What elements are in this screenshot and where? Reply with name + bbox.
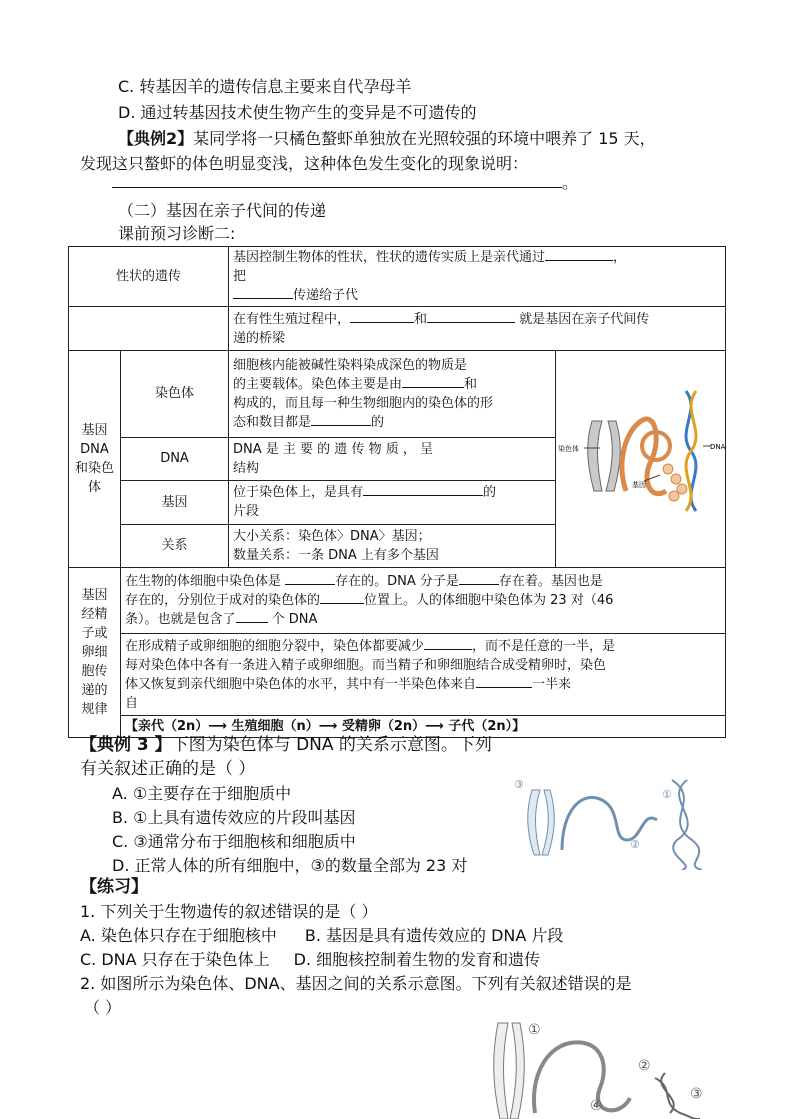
chromosome-text4b: 的 <box>371 414 385 430</box>
chromosome-label: 染色体 <box>121 351 229 438</box>
trait-empty <box>69 307 229 351</box>
g3-r1c: 存在着。基因也是 <box>498 574 603 589</box>
blank[interactable] <box>350 310 414 323</box>
group2-label-text: 基因 DNA 和染色体 <box>74 423 114 495</box>
example3-option-a[interactable]: A. ①主要存在于细胞质中 <box>112 784 292 803</box>
ex3-label-3: ③ <box>514 778 524 791</box>
example2-answer-line <box>112 172 578 194</box>
relation-text2: 数量关系：一条 DNA 上有多个基因 <box>233 547 439 563</box>
example3-q1: 下图为染色体与 DNA 的关系示意图。下列 <box>171 735 492 755</box>
trait-label: 性状的遗传 <box>69 247 229 307</box>
trait-r1b: ， <box>613 250 627 265</box>
example3-tag: 【典例 3 】 <box>80 735 172 755</box>
chromosome-shape <box>588 421 621 491</box>
trait-r2d: 递的桥梁 <box>233 330 286 346</box>
answer-end: 。 <box>562 173 579 192</box>
g3-r2a: 在形成精子或卵细胞的细胞分裂中，染色体都要减少 <box>125 638 425 654</box>
chromosome-figure-cell <box>556 351 726 568</box>
practice-chromosome <box>494 1023 525 1119</box>
option-c-line: C. 转基因羊的遗传信息主要来自代孕母羊 <box>118 77 412 96</box>
example3-option-c[interactable]: C. ③通常分布于细胞核和细胞质中 <box>112 832 356 851</box>
example3-option-b[interactable]: B. ①上具有遗传效应的片段叫基因 <box>112 808 356 827</box>
knowledge-table <box>68 246 726 738</box>
gene-text2: 片段 <box>233 504 260 520</box>
relation-text <box>229 524 556 567</box>
g3-r1e: 位置上。人的体细胞中染色体为 23 对（46 <box>364 593 614 608</box>
blank[interactable] <box>311 413 371 426</box>
g3-r2c: 每对染色体中各有一条进入精子或卵细胞。而当精子和卵细胞结合成受精卵时，染色 <box>125 657 607 673</box>
chromosome-text4: 态和数目都是 <box>233 414 312 430</box>
group3-row3: 【亲代（2n）⟶ 生殖细胞（n）⟶ 受精卵（2n）⟶ 子代（2n）】 <box>121 716 726 738</box>
example3-option-d[interactable]: D. 正常人体的所有细胞中，③的数量全部为 23 对 <box>112 856 468 875</box>
practice-q1-cd <box>80 949 540 971</box>
chromosome-text2b: 和 <box>464 376 478 392</box>
practice-tag: 【练习】 <box>80 877 148 897</box>
group3-label <box>69 568 121 738</box>
chromosome-text <box>229 351 556 438</box>
group2-label <box>69 351 121 568</box>
dna-text1: DNA 是 主 要 的 遗 传 物 质 ， 呈 <box>233 441 433 457</box>
preview-title: 课前预习诊断二: <box>118 224 236 243</box>
g3-r2b: ，而不是任意的一半，是 <box>472 638 616 654</box>
trait-r1c: 把 <box>233 269 247 284</box>
bead-shape <box>663 464 687 501</box>
dna-helix <box>686 391 696 511</box>
blank[interactable] <box>363 483 483 496</box>
example2-tag: 【典例2】 <box>118 129 194 148</box>
figure-label-chromosome: 染色体 <box>558 445 580 453</box>
ex3-label-2: ② <box>630 838 640 851</box>
chromosome-dna-figure <box>556 351 726 561</box>
relation-text1: 大小关系：染色体〉DNA〉基因； <box>233 528 431 544</box>
practice-label-1: ① <box>528 1022 541 1038</box>
practice-q1-c[interactable]: C. DNA 只存在于染色体上 <box>80 950 270 969</box>
example3-coil <box>562 797 657 850</box>
example3-q2: 有关叙述正确的是（ ） <box>80 759 256 779</box>
blank[interactable] <box>402 375 464 388</box>
g3-r1a: 在生物的体细胞中染色体是 <box>125 574 282 589</box>
g3-r2f: 自 <box>125 695 139 711</box>
blank[interactable] <box>236 610 268 623</box>
gene-label: 基因 <box>121 481 229 524</box>
group3-row1 <box>121 568 726 634</box>
example2-line <box>118 128 656 150</box>
g3-r1b: 存在的。DNA 分子是 <box>335 574 459 589</box>
example3-line1 <box>80 734 492 756</box>
blank[interactable] <box>545 248 613 261</box>
g3-r1f: 条）。也就是包含了 <box>125 612 236 627</box>
practice-q1: 1. 下列关于生物遗传的叙述错误的是（ ） <box>80 902 378 921</box>
blank[interactable] <box>320 591 364 604</box>
g3-r1g: 个 DNA <box>271 612 318 627</box>
example3-helix <box>672 780 702 870</box>
practice-label-4: ④ <box>590 1098 603 1114</box>
group3-label-text: 基因经精子或卵细胞传递的规律 <box>81 588 108 717</box>
trait-row1 <box>229 247 726 307</box>
blank[interactable] <box>459 572 499 585</box>
option-d-line: D. 通过转基因技术使生物产生的变异是不可遗传的 <box>118 103 477 122</box>
trait-r1d: 传递给子代 <box>293 288 359 303</box>
chromosome-text3: 构成的，而且每一种生物细胞内的染色体的形 <box>233 395 494 411</box>
practice-q1-b[interactable]: B. 基因是具有遗传效应的 DNA 片段 <box>304 926 564 945</box>
gene-text1: 位于染色体上，是具有 <box>233 485 364 501</box>
practice-label-3: ③ <box>690 1086 703 1102</box>
example2-text: 某同学将一只橘色螯虾单独放在光照较强的环境中喂养了 15 天， <box>193 129 656 148</box>
example3-figure <box>512 770 732 870</box>
gene-text <box>229 481 556 524</box>
practice-q1-d[interactable]: D. 细胞核控制着生物的发育和遗传 <box>293 950 541 969</box>
g3-r2d: 体又恢复到亲代细胞中染色体的水平，其中有一半染色体来自 <box>125 676 477 692</box>
blank[interactable] <box>233 286 293 299</box>
dna-text <box>229 437 556 480</box>
practice-q1-ab <box>80 925 563 947</box>
trait-row2 <box>229 307 726 351</box>
relation-label: 关系 <box>121 524 229 567</box>
trait-r2b: 和 <box>414 311 428 327</box>
chromosome-text2: 的主要载体。染色体主要是由 <box>233 376 403 392</box>
example3-chromosome <box>528 790 555 855</box>
example2-line2: 发现这只螯虾的体色明显变浅，这种体色发生变化的现象说明： <box>80 154 529 173</box>
practice-figure <box>490 1018 720 1119</box>
dna-label: DNA <box>121 437 229 480</box>
section-title: （二）基因在亲子代间的传递 <box>118 201 327 220</box>
ex3-label-1: ① <box>662 788 672 801</box>
answer-blank[interactable] <box>112 173 562 188</box>
group3-row2 <box>121 634 726 716</box>
practice-q2: 2. 如图所示为染色体、DNA、基因之间的关系示意图。下列有关叙述错误的是 <box>80 974 632 993</box>
dna-text2: 结构 <box>233 460 260 476</box>
g3-r1d: 存在的，分别位于成对的染色体的 <box>125 593 321 608</box>
trait-r2c: 就是基因在亲子代间传 <box>519 311 650 327</box>
practice-coil <box>534 1042 630 1113</box>
practice-q1-a[interactable]: A. 染色体只存在于细胞核中 <box>80 926 277 945</box>
g3-r2e: 一半来 <box>532 676 572 692</box>
blank[interactable] <box>285 572 335 585</box>
gene-text1b: 的 <box>483 485 497 501</box>
blank[interactable] <box>476 675 532 688</box>
practice-q2b: （ ） <box>84 998 122 1017</box>
trait-r2a: 在有性生殖过程中， <box>233 311 351 327</box>
blank[interactable] <box>427 310 515 323</box>
blank[interactable] <box>424 637 472 650</box>
practice-label-2: ② <box>638 1058 651 1074</box>
trait-r1a: 基因控制生物体的性状，性状的遗传实质上是亲代通过 <box>233 250 546 265</box>
figure-label-gene: 基因 <box>632 481 647 489</box>
chromosome-text1: 细胞核内能被碱性染料染成深色的物质是 <box>233 357 468 373</box>
figure-label-dna: DNA <box>710 443 726 451</box>
